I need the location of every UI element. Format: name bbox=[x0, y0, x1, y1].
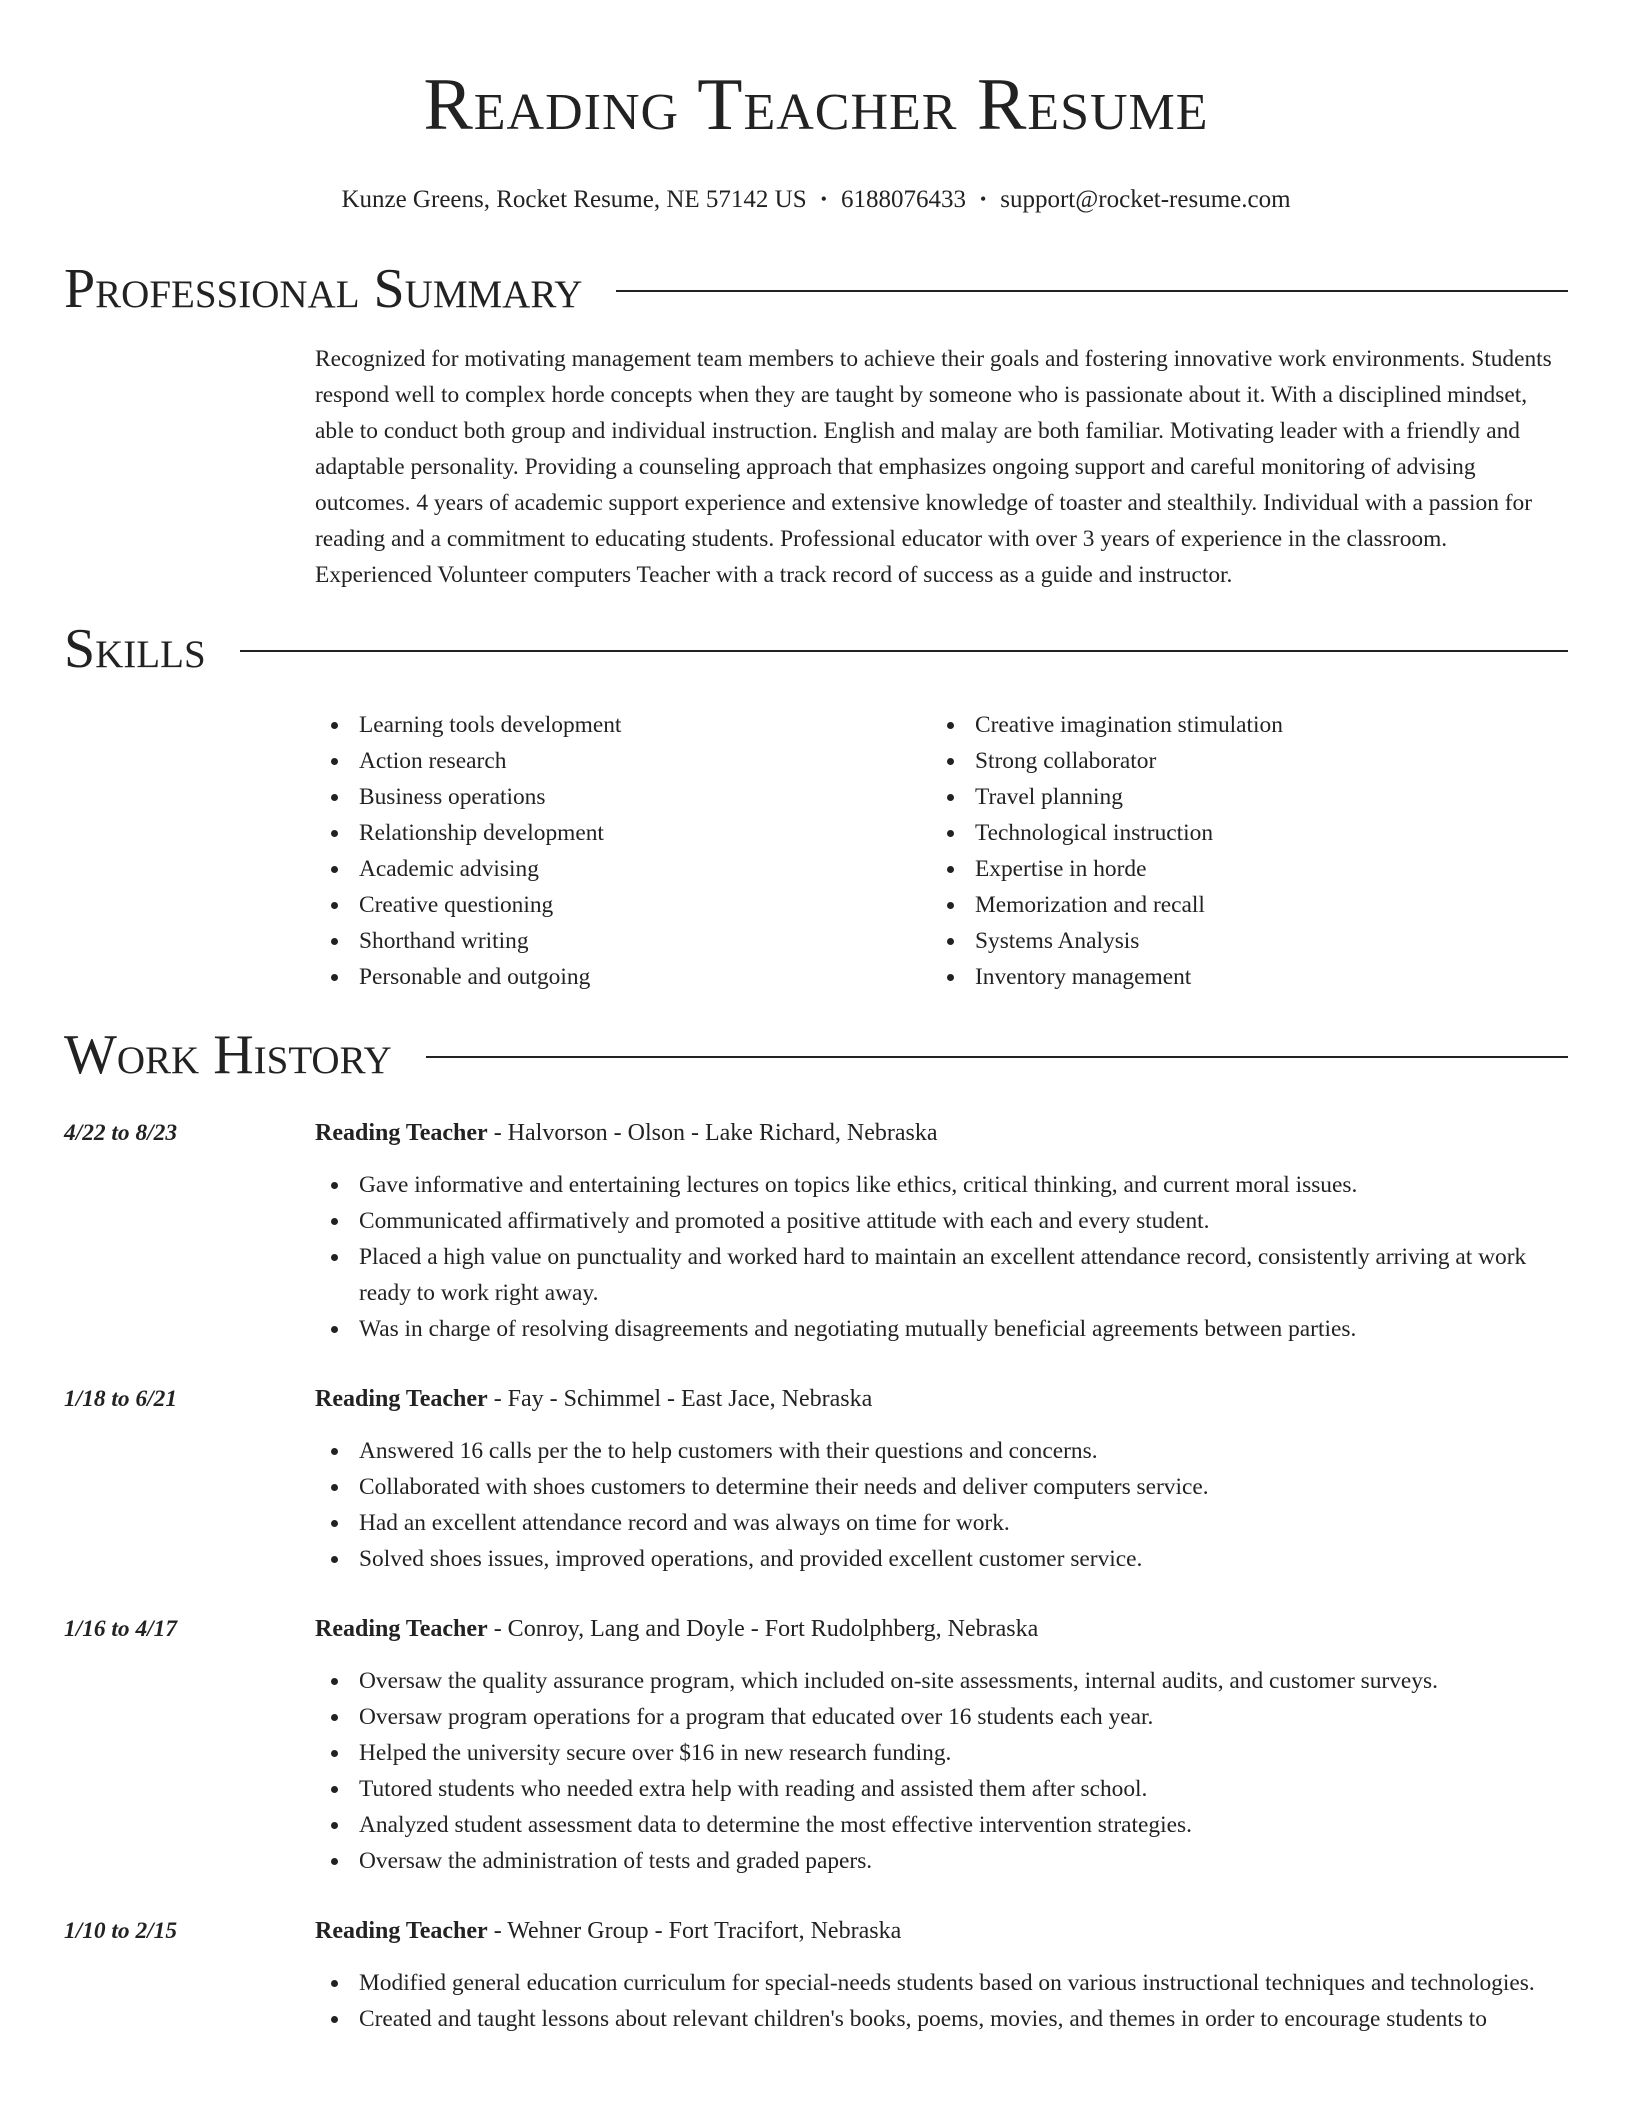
job-role: Reading Teacher bbox=[315, 1616, 488, 1642]
duty-item: Helped the university secure over $16 in new research funding. bbox=[315, 1735, 1568, 1771]
job-body bbox=[315, 1911, 1568, 2037]
work-section-header bbox=[64, 1023, 1568, 1087]
duty-item: Oversaw the administration of tests and graded papers. bbox=[315, 1843, 1568, 1879]
duty-item: Analyzed student assessment data to determine the most effective intervention strategies. bbox=[315, 1807, 1568, 1843]
section-divider bbox=[616, 290, 1568, 292]
job-role: Reading Teacher bbox=[315, 1918, 488, 1944]
duty-item: Placed a high value on punctuality and worked hard to maintain an excellent attendance record, consistently arriving at work ready to work right away. bbox=[315, 1239, 1568, 1311]
duty-item: Was in charge of resolving disagreements and negotiating mutually beneficial agreements between parties. bbox=[315, 1311, 1568, 1347]
job-entry bbox=[64, 1609, 1568, 1879]
skill-item: Academic advising bbox=[315, 851, 931, 887]
summary-text: Recognized for motivating management team members to achieve their goals and fostering innovative work environments. Students respond well to complex horde concepts when they are taught by someone who is passionate about it. With a disciplined mindset, able to conduct both group and individual instruction. English and malay are both familiar. Motivating leader with a friendly and adaptable personality. Providing a counseling approach that emphasizes ongoing support and careful monitoring of advising outcomes. 4 years of academic support experience and extensive knowledge of toaster and stealthily. Individual with a passion for reading and a commitment to educating students. Professional educator with over 3 years of experience in the classroom. Experienced Volunteer computers Teacher with a track record of success as a guide and instructor. bbox=[315, 346, 1552, 588]
job-entry bbox=[64, 1113, 1568, 1347]
job-dates: 4/22 to 8/23 bbox=[64, 1120, 178, 1146]
duty-item: Created and taught lessons about relevant children's books, poems, movies, and themes in order to encourage students to bbox=[315, 2001, 1568, 2037]
job-role: Reading Teacher bbox=[315, 1120, 488, 1146]
job-employer: - Halvorson - Olson - Lake Richard, Nebraska bbox=[487, 1120, 938, 1146]
job-body bbox=[315, 1609, 1568, 1879]
duty-item: Solved shoes issues, improved operations, and provided excellent customer service. bbox=[315, 1541, 1568, 1577]
contact-line bbox=[64, 184, 1568, 215]
duty-item: Collaborated with shoes customers to determine their needs and deliver computers service. bbox=[315, 1469, 1568, 1505]
duty-item: Had an excellent attendance record and was always on time for work. bbox=[315, 1505, 1568, 1541]
duty-item: Tutored students who needed extra help with reading and assisted them after school. bbox=[315, 1771, 1568, 1807]
section-divider bbox=[240, 650, 1568, 652]
job-duties bbox=[315, 1663, 1568, 1879]
skill-item: Inventory management bbox=[931, 959, 1547, 995]
skill-item: Travel planning bbox=[931, 779, 1547, 815]
job-duties bbox=[315, 1965, 1568, 2037]
skills-heading: Skills bbox=[64, 618, 206, 680]
job-title-line bbox=[315, 1379, 1568, 1417]
skill-item: Technological instruction bbox=[931, 815, 1547, 851]
skill-item: Memorization and recall bbox=[931, 887, 1547, 923]
contact-email[interactable]: support@rocket-resume.com bbox=[1000, 186, 1291, 213]
skill-item: Learning tools development bbox=[315, 707, 931, 743]
skills-section-header bbox=[64, 617, 1568, 681]
skill-item: Relationship development bbox=[315, 815, 931, 851]
job-dates: 1/10 to 2/15 bbox=[64, 1918, 178, 1944]
skill-item: Strong collaborator bbox=[931, 743, 1547, 779]
job-entry bbox=[64, 1379, 1568, 1577]
skills-column-right bbox=[931, 707, 1547, 995]
skill-item: Systems Analysis bbox=[931, 923, 1547, 959]
job-duties bbox=[315, 1167, 1568, 1347]
duty-item: Oversaw program operations for a program that educated over 16 students each year. bbox=[315, 1699, 1568, 1735]
skill-item: Action research bbox=[315, 743, 931, 779]
job-title-line bbox=[315, 1113, 1568, 1151]
contact-phone: 6188076433 bbox=[840, 186, 966, 213]
duty-item: Communicated affirmatively and promoted a positive attitude with each and every student. bbox=[315, 1203, 1568, 1239]
skill-item: Creative imagination stimulation bbox=[931, 707, 1547, 743]
job-body bbox=[315, 1379, 1568, 1577]
contact-address: Kunze Greens, Rocket Resume, NE 57142 US bbox=[341, 186, 807, 213]
skill-item: Creative questioning bbox=[315, 887, 931, 923]
contact-separator: • bbox=[979, 189, 987, 209]
duty-item: Modified general education curriculum for special-needs students based on various instructional techniques and technologies. bbox=[315, 1965, 1568, 2001]
duty-item: Answered 16 calls per the to help customers with their questions and concerns. bbox=[315, 1433, 1568, 1469]
job-title-line bbox=[315, 1609, 1568, 1647]
job-employer: - Conroy, Lang and Doyle - Fort Rudolphberg, Nebraska bbox=[487, 1616, 1039, 1642]
job-dates: 1/16 to 4/17 bbox=[64, 1616, 178, 1642]
job-dates: 1/18 to 6/21 bbox=[64, 1386, 178, 1412]
skill-item: Business operations bbox=[315, 779, 931, 815]
skills-list bbox=[315, 707, 1568, 995]
skill-item: Shorthand writing bbox=[315, 923, 931, 959]
duty-item: Gave informative and entertaining lectures on topics like ethics, critical thinking, and current moral issues. bbox=[315, 1167, 1568, 1203]
skills-column-left bbox=[315, 707, 931, 995]
job-employer: - Wehner Group - Fort Tracifort, Nebraska bbox=[487, 1918, 902, 1944]
duty-item: Oversaw the quality assurance program, which included on-site assessments, internal audits, and customer surveys. bbox=[315, 1663, 1568, 1699]
skill-item: Personable and outgoing bbox=[315, 959, 931, 995]
work-heading: Work History bbox=[64, 1024, 392, 1086]
summary-section-header bbox=[64, 257, 1568, 321]
resume-title: Reading Teacher Resume bbox=[423, 64, 1209, 146]
job-title-line bbox=[315, 1911, 1568, 1949]
job-duties bbox=[315, 1433, 1568, 1577]
skill-item: Expertise in horde bbox=[931, 851, 1547, 887]
contact-separator: • bbox=[820, 189, 827, 209]
summary-heading: Professional Summary bbox=[64, 258, 583, 320]
job-body bbox=[315, 1113, 1568, 1347]
job-role: Reading Teacher bbox=[315, 1386, 488, 1412]
section-divider bbox=[426, 1056, 1568, 1058]
job-employer: - Fay - Schimmel - East Jace, Nebraska bbox=[487, 1386, 873, 1412]
job-entry bbox=[64, 1911, 1568, 2037]
